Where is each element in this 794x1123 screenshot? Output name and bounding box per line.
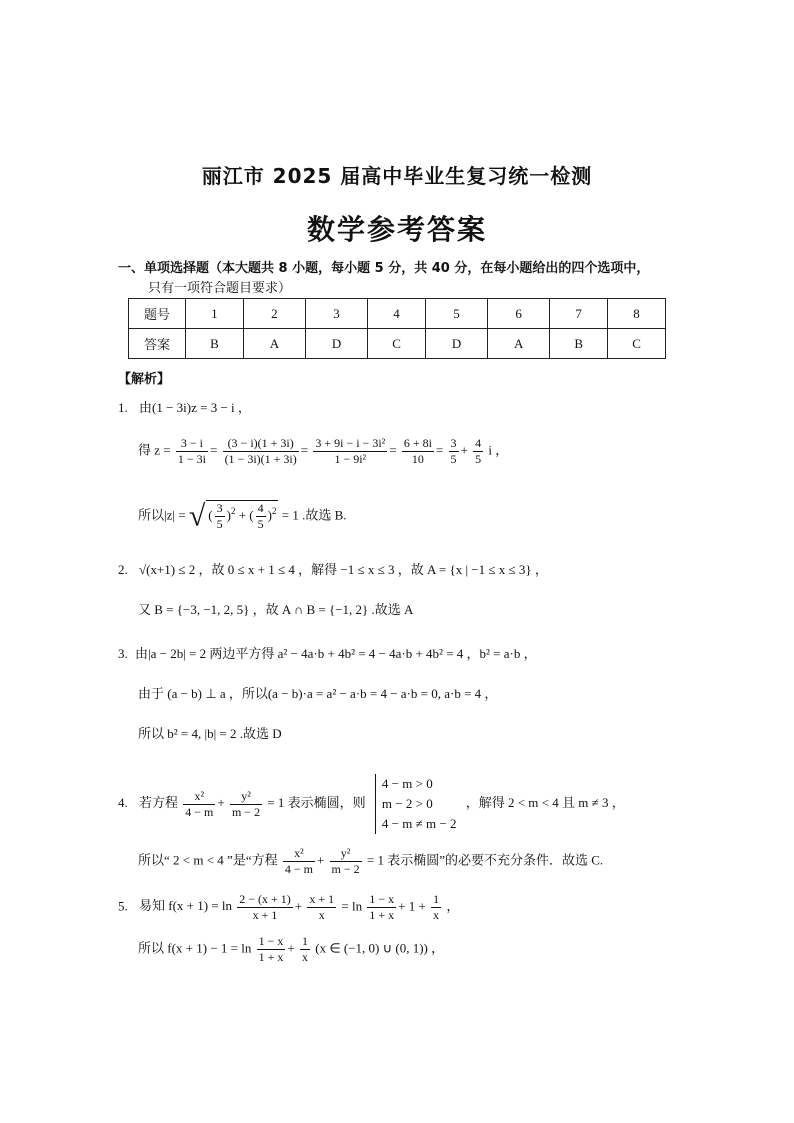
q5-number: 5. (118, 898, 128, 914)
numerator: (3 − i)(1 + 3i) (223, 436, 299, 452)
fraction (367, 892, 396, 923)
q5-line2: 所以 f(x + 1) − 1 = ln $\frac{1 - x}{1 + x}$ + $\frac{1}{x}$ (x ∈ (−1, 0) ∪ (0, 1)) ， (138, 934, 445, 964)
denominator: 5 (216, 517, 223, 531)
q4-line1: 4. 若方程 $\frac{\text{x²}}{4 - m}$ + $\frac{\text{y²}}{m - 2}$ = 1 表示椭圆，则 4 − m > 0 m − 2 > 0 4 − m ≠ m − 2 ，解得 2 < m < 4 且 m ≠ 3 ， (118, 774, 625, 834)
fraction (215, 501, 225, 532)
fraction (402, 436, 434, 467)
fraction (300, 934, 310, 965)
fraction (257, 934, 286, 965)
denominator: 5 (475, 452, 482, 466)
denominator: x (433, 908, 440, 922)
answer-table (128, 298, 666, 359)
q5-text: 易知 f(x + 1) = ln (139, 898, 233, 914)
table-cell: 6 (488, 299, 550, 329)
section-heading-line2: 只有一项符合题目要求） (148, 281, 292, 296)
q5-text-mid: = ln (341, 898, 363, 914)
numerator: 1 (433, 892, 440, 906)
denominator: m − 2 (331, 862, 360, 876)
q1-conclusion: = 1 .故选 B. (281, 507, 347, 523)
table-cell: 8 (608, 299, 666, 329)
system-row: 4 − m ≠ m − 2 (381, 816, 457, 831)
denominator: 1 + x (369, 908, 395, 922)
table-row-numbers (129, 299, 666, 329)
document-title: 丽江市 2025 届高中毕业生复习统一检测 (201, 164, 593, 188)
numerator: y² (230, 789, 262, 805)
fraction (431, 892, 441, 923)
analysis-label: 【解析】 (118, 372, 171, 387)
denominator: 4 − m (185, 804, 214, 819)
table-cell: 2 (243, 299, 305, 329)
row-label-answer: 答案 (129, 329, 186, 359)
denominator: x (301, 950, 308, 964)
fraction (449, 436, 459, 467)
fraction (183, 789, 215, 820)
q2-text: √(x+1) ≤ 2 ，故 0 ≤ x + 1 ≤ 4 ，解得 −1 ≤ x ≤ 3 ，故 A = {x | −1 ≤ x ≤ 3} ， (139, 562, 548, 577)
table-cell: 5 (425, 299, 487, 329)
q5-line1: 5. 易知 f(x + 1) = ln $\frac{2 - (x + 1)}{x + 1}$ + $\frac{x + 1}{x}$ = ln $\frac{1 - x}{1 + x}$ + 1 + $\frac{1}{x}$ ， (118, 892, 460, 922)
numerator: 4 (257, 501, 264, 515)
q1-number: 1. (118, 400, 128, 415)
q5-tail: ， (446, 898, 460, 914)
fraction (473, 436, 483, 467)
table-cell: C (608, 329, 666, 359)
denominator: 1 − 3i (177, 452, 206, 466)
table-cell: D (305, 329, 367, 359)
q4-text2: 所以“ 2 < m < 4 ”是“方程 (138, 852, 278, 868)
q2-line2 (138, 600, 413, 620)
q1-modulus-label: 所以|z| = (138, 507, 186, 523)
fraction (176, 436, 208, 467)
q1-tail: i ， (488, 442, 509, 458)
q4-tail: ，解得 2 < m < 4 且 m ≠ 3 ， (465, 794, 625, 810)
q1-line1 (118, 398, 251, 418)
fraction (223, 436, 299, 467)
sqrt-content: ( $\frac{3}{5}$ )$^2$ + ( $\frac{4}{5}$ )$^2$ (208, 501, 277, 531)
denominator: x + 1 (252, 908, 278, 922)
q3-conclusion: 所以 b² = 4, |b| = 2 .故选 D (138, 726, 282, 741)
q1-line3 (138, 500, 347, 532)
numerator: 3 (450, 436, 457, 450)
q3-line3 (138, 724, 282, 744)
q5-text2: 所以 f(x + 1) − 1 = ln (138, 940, 252, 956)
numerator: 6 + 8i (403, 436, 432, 450)
fraction (313, 436, 387, 467)
numerator: x + 1 (309, 892, 335, 906)
fraction (256, 501, 266, 532)
table-cell: B (186, 329, 244, 359)
numerator: x² (183, 789, 215, 805)
numerator: 1 − x (369, 892, 395, 906)
denominator: 1 + x (258, 950, 284, 964)
q4-number: 4. (118, 794, 128, 810)
denominator: 4 − m (284, 862, 313, 876)
table-cell: A (243, 329, 305, 359)
numerator: 1 − x (258, 934, 284, 948)
q1-line2: 得 z = $\frac{3 - i}{1 - 3i}$ = $\frac{(3 - i)(1 + 3i)}{(1 - 3i)(1 + 3i)}$ = $\frac{\text{3 + 9i − i − 3i²}}{\text{1 − 9i²}}$ = $\frac{6 + 8i}{10}$ = $\frac{3}{5}$ + $\frac{4}{5}$ i ， (138, 436, 509, 466)
table-cell: B (550, 329, 608, 359)
numerator: 1 (301, 934, 308, 948)
q4-conclusion: = 1 表示椭圆”的必要不充分条件．故选 C. (366, 852, 604, 868)
q3-line1 (118, 644, 537, 664)
q3-text2: 由于 (a − b) ⊥ a ，所以(a − b)·a = a² − a·b = 4 − a·b = 0, a·b = 4 ， (138, 686, 498, 701)
table-cell: C (368, 329, 426, 359)
fraction (307, 892, 336, 923)
denominator: m − 2 (231, 804, 261, 819)
sqrt-symbol-icon: √ (188, 499, 206, 533)
q2-number: 2. (118, 562, 128, 577)
fraction (230, 789, 262, 820)
numerator: 2 − (x + 1) (239, 892, 291, 906)
table-cell: 1 (186, 299, 244, 329)
denominator: 1 − 9i² (334, 452, 367, 466)
q1-z-label: 得 z = (138, 442, 171, 458)
section-heading (118, 259, 678, 299)
fraction (283, 846, 315, 877)
inequality-system (375, 774, 457, 834)
q1-text: 由(1 − 3i)z = 3 − i ， (139, 400, 251, 415)
denominator: (1 − 3i)(1 + 3i) (224, 452, 297, 466)
section-heading-line1: 一、单项选择题（本大题共 8 小题，每小题 5 分，共 40 分，在每小题给出的四个选项中， (118, 261, 650, 276)
system-row: 4 − m > 0 (381, 776, 433, 791)
q4-text: 若方程 (139, 794, 179, 810)
fraction (330, 846, 362, 877)
table-cell: 4 (368, 299, 426, 329)
document-subtitle: 数学参考答案 (306, 213, 487, 246)
q2-conclusion: 又 B = {−3, −1, 2, 5} ，故 A ∩ B = {−1, 2} .故选 A (138, 602, 414, 617)
q3-text: 由|a − 2b| = 2 两边平方得 a² − 4a·b + 4b² = 4 − 4a·b + 4b² = 4 ，b² = a·b ， (135, 646, 537, 661)
denominator: 5 (450, 452, 457, 466)
q2-line1 (118, 560, 548, 580)
table-cell: A (488, 329, 550, 359)
numerator: 3 − i (176, 436, 208, 452)
fraction (237, 892, 293, 923)
q4-line2: 所以“ 2 < m < 4 ”是“方程 $\frac{\text{x²}}{4 - m}$ + $\frac{\text{y²}}{m - 2}$ = 1 表示椭圆”的必要不充分条件．故选 C. (138, 846, 604, 876)
row-label-number: 题号 (129, 299, 186, 329)
q3-number: 3. (118, 646, 128, 661)
denominator: 5 (257, 517, 264, 531)
system-row: m − 2 > 0 (381, 796, 433, 811)
denominator: x (318, 908, 325, 922)
numerator: 3 (216, 501, 223, 515)
numerator: 3 + 9i − i − 3i² (315, 436, 386, 450)
table-cell: D (425, 329, 487, 359)
table-cell: 3 (305, 299, 367, 329)
numerator: x² (283, 846, 315, 862)
q4-text-mid: = 1 表示椭圆，则 (267, 794, 366, 810)
q3-line2 (138, 684, 497, 704)
table-row-answers (129, 329, 666, 359)
q5-domain: (x ∈ (−1, 0) ∪ (0, 1)) ， (315, 940, 445, 956)
numerator: y² (330, 846, 362, 862)
denominator: 10 (411, 452, 424, 466)
numerator: 4 (475, 436, 482, 450)
table-cell: 7 (550, 299, 608, 329)
